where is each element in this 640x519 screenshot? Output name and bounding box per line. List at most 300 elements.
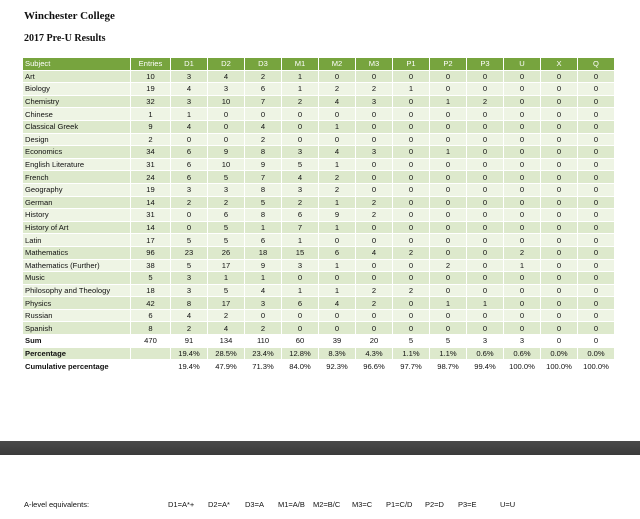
table-cell: 4 <box>208 70 245 83</box>
table-cell: 3 <box>171 284 208 297</box>
table-cell: 3 <box>208 83 245 96</box>
table-cell: 91 <box>171 335 208 348</box>
table-cell: 0 <box>467 284 504 297</box>
table-cell: 0 <box>467 322 504 335</box>
table-cell: 8 <box>171 297 208 310</box>
table-cell: 0 <box>578 309 615 322</box>
legend-item: D2=A* <box>208 500 230 509</box>
table-cell: 0 <box>393 259 430 272</box>
table-cell: 0 <box>467 146 504 159</box>
table-cell: 3 <box>208 183 245 196</box>
table-cell: 5 <box>208 171 245 184</box>
table-cell: 15 <box>282 246 319 259</box>
table-cell: 0.0% <box>541 347 578 360</box>
table-cell: 0 <box>430 158 467 171</box>
table-cell: 0 <box>578 335 615 348</box>
table-cell: 0 <box>504 171 541 184</box>
table-cell: 110 <box>245 335 282 348</box>
table-cell: 0 <box>578 297 615 310</box>
table-cell: 2 <box>319 83 356 96</box>
table-cell: 1 <box>319 120 356 133</box>
table-cell: 71.3% <box>245 360 282 373</box>
table-row <box>23 246 615 259</box>
table-cell: 134 <box>208 335 245 348</box>
table-cell: 0 <box>541 259 578 272</box>
table-cell: 0 <box>578 196 615 209</box>
table-row <box>23 108 615 121</box>
table-cell: 0.0% <box>578 347 615 360</box>
table-cell: 9 <box>319 209 356 222</box>
table-cell: 3 <box>467 335 504 348</box>
table-cell: 0.6% <box>504 347 541 360</box>
table-cell: 2 <box>131 133 171 146</box>
table-cell: 31 <box>131 209 171 222</box>
table-cell: 3 <box>171 70 208 83</box>
table-cell: 9 <box>131 120 171 133</box>
table-cell: 0 <box>319 309 356 322</box>
table-cell: 0 <box>541 272 578 285</box>
table-cell: 17 <box>131 234 171 247</box>
table-cell: 5 <box>282 158 319 171</box>
table-row <box>23 284 615 297</box>
table-row <box>23 146 615 159</box>
table-cell: 0 <box>467 246 504 259</box>
table-cell: 9 <box>208 146 245 159</box>
table-cell: 0 <box>541 196 578 209</box>
table-cell: 1.1% <box>430 347 467 360</box>
table-cell: 1 <box>319 196 356 209</box>
row-label: Music <box>23 272 131 285</box>
table-cell: 1 <box>430 146 467 159</box>
table-cell: 0 <box>356 108 393 121</box>
table-cell: 0 <box>430 221 467 234</box>
table-cell: 0 <box>467 183 504 196</box>
table-cell: 19.4% <box>171 347 208 360</box>
table-cell: 0 <box>504 272 541 285</box>
table-cell: 5 <box>208 221 245 234</box>
table-cell: 0 <box>356 259 393 272</box>
table-cell: 1 <box>171 108 208 121</box>
table-cell: 0 <box>319 70 356 83</box>
table-cell: 2 <box>282 95 319 108</box>
table-cell: 0 <box>504 309 541 322</box>
table-cell: 2 <box>504 246 541 259</box>
table-cell: 0 <box>393 158 430 171</box>
legend-item: M1=A/B <box>278 500 305 509</box>
table-cell: 0 <box>504 322 541 335</box>
table-cell: 470 <box>131 335 171 348</box>
table-cell: 0 <box>504 70 541 83</box>
table-cell: 5 <box>208 234 245 247</box>
table-cell: 0 <box>282 120 319 133</box>
table-cell: 0 <box>282 272 319 285</box>
table-cell: 0 <box>393 95 430 108</box>
table-cell: 4 <box>171 309 208 322</box>
table-cell: 0 <box>578 95 615 108</box>
table-cell: 2 <box>393 284 430 297</box>
table-cell: 0 <box>208 133 245 146</box>
table-cell: 0 <box>504 120 541 133</box>
table-cell: 19.4% <box>171 360 208 373</box>
legend-item: D3=A <box>245 500 264 509</box>
table-cell: 4 <box>208 322 245 335</box>
legend-item: M3=C <box>352 500 373 509</box>
table-cell: 0 <box>467 83 504 96</box>
table-cell: 0 <box>393 146 430 159</box>
table-cell: 0 <box>319 108 356 121</box>
page-divider <box>0 441 640 455</box>
table-cell: 0 <box>356 221 393 234</box>
table-cell: 2 <box>430 259 467 272</box>
column-header: X <box>541 58 578 71</box>
table-cell: 0 <box>467 108 504 121</box>
table-cell: 1 <box>319 284 356 297</box>
table-cell: 6 <box>171 158 208 171</box>
table-cell: 0 <box>541 70 578 83</box>
table-row <box>23 120 615 133</box>
table-cell: 3 <box>356 95 393 108</box>
table-cell: 0 <box>356 322 393 335</box>
table-cell: 0 <box>541 95 578 108</box>
table-cell: 0 <box>467 196 504 209</box>
table-cell: 0 <box>541 246 578 259</box>
table-cell: 0 <box>393 309 430 322</box>
table-row <box>23 259 615 272</box>
table-cell: 0 <box>504 108 541 121</box>
table-cell: 96.6% <box>356 360 393 373</box>
table-cell: 100.0% <box>541 360 578 373</box>
table-cell: 0 <box>430 322 467 335</box>
table-cell: 0 <box>541 335 578 348</box>
table-cell: 0 <box>245 309 282 322</box>
table-row <box>23 158 615 171</box>
row-label: Classical Greek <box>23 120 131 133</box>
table-cell: 0 <box>430 133 467 146</box>
table-cell: 4 <box>319 297 356 310</box>
row-label: French <box>23 171 131 184</box>
table-cell: 2 <box>393 246 430 259</box>
table-cell: 1 <box>393 83 430 96</box>
table-cell: 23 <box>171 246 208 259</box>
table-cell: 1 <box>245 221 282 234</box>
table-cell: 0 <box>208 120 245 133</box>
table-row <box>23 183 615 196</box>
table-cell: 0 <box>578 284 615 297</box>
table-cell: 17 <box>208 297 245 310</box>
table-cell: 14 <box>131 221 171 234</box>
table-cell: 0 <box>578 108 615 121</box>
table-cell: 0 <box>504 95 541 108</box>
table-cell: 97.7% <box>393 360 430 373</box>
column-header: U <box>504 58 541 71</box>
table-cell: 24 <box>131 171 171 184</box>
table-cell: 0 <box>245 108 282 121</box>
table-cell: 6 <box>245 83 282 96</box>
table-cell: 4 <box>356 246 393 259</box>
table-cell: 3 <box>171 183 208 196</box>
table-cell: 4 <box>245 120 282 133</box>
table-cell: 0 <box>430 234 467 247</box>
table-cell: 0 <box>393 322 430 335</box>
column-header: Entries <box>131 58 171 71</box>
table-row <box>23 133 615 146</box>
table-cell: 6 <box>282 209 319 222</box>
table-cell: 0 <box>430 309 467 322</box>
table-cell: 0 <box>578 120 615 133</box>
table-cell: 32 <box>131 95 171 108</box>
table-cell: 5 <box>430 335 467 348</box>
table-cell: 100.0% <box>504 360 541 373</box>
table-cell: 0 <box>393 171 430 184</box>
table-cell: 4 <box>171 83 208 96</box>
legend-item: D1=A*+ <box>168 500 195 509</box>
table-cell: 2 <box>356 209 393 222</box>
legend-section <box>0 455 640 519</box>
row-label: Sum <box>23 335 131 348</box>
table-cell: 0 <box>356 234 393 247</box>
table-row <box>23 322 615 335</box>
table-cell: 100.0% <box>578 360 615 373</box>
table-row <box>23 309 615 322</box>
table-cell: 2 <box>319 183 356 196</box>
table-cell: 0 <box>578 158 615 171</box>
table-cell: 3 <box>356 146 393 159</box>
column-header: P3 <box>467 58 504 71</box>
table-cell: 0 <box>578 171 615 184</box>
table-cell: 0 <box>504 221 541 234</box>
table-cell: 18 <box>131 284 171 297</box>
table-cell: 0 <box>541 120 578 133</box>
column-header: Subject <box>23 58 131 71</box>
table-cell: 1 <box>282 70 319 83</box>
row-label: History of Art <box>23 221 131 234</box>
table-cell: 8.3% <box>319 347 356 360</box>
table-cell: 3 <box>245 297 282 310</box>
table-cell: 2 <box>282 196 319 209</box>
table-cell: 2 <box>208 196 245 209</box>
table-cell: 0 <box>541 108 578 121</box>
table-cell: 60 <box>282 335 319 348</box>
table-cell: 0 <box>541 146 578 159</box>
table-cell: 0 <box>467 70 504 83</box>
table-cell: 0 <box>541 183 578 196</box>
table-cell: 0 <box>578 70 615 83</box>
table-cell: 0 <box>467 158 504 171</box>
table-cell: 0 <box>541 297 578 310</box>
table-cell: 0 <box>504 234 541 247</box>
table-cell: 19 <box>131 83 171 96</box>
column-header: D3 <box>245 58 282 71</box>
table-cell: 0 <box>504 196 541 209</box>
table-cell: 2 <box>467 95 504 108</box>
table-cell: 10 <box>208 95 245 108</box>
table-cell: 6 <box>131 309 171 322</box>
cumulative-row <box>23 360 615 373</box>
table-cell: 5 <box>208 284 245 297</box>
legend-item: M2=B/C <box>313 500 341 509</box>
table-cell: 0 <box>393 221 430 234</box>
table-cell: 3 <box>504 335 541 348</box>
table-cell: 4 <box>319 146 356 159</box>
table-cell: 98.7% <box>430 360 467 373</box>
table-cell: 2 <box>356 297 393 310</box>
row-label: Mathematics (Further) <box>23 259 131 272</box>
table-cell: 1 <box>282 234 319 247</box>
table-cell: 2 <box>171 322 208 335</box>
table-cell: 3 <box>282 259 319 272</box>
table-cell: 0 <box>504 183 541 196</box>
table-cell: 2 <box>356 284 393 297</box>
row-label: English Literature <box>23 158 131 171</box>
table-cell: 0 <box>578 221 615 234</box>
table-cell: 0 <box>541 234 578 247</box>
percentage-row <box>23 347 615 360</box>
table-cell: 20 <box>356 335 393 348</box>
table-cell: 1 <box>245 272 282 285</box>
column-header: D2 <box>208 58 245 71</box>
column-header: P2 <box>430 58 467 71</box>
column-header: P1 <box>393 58 430 71</box>
table-cell: 9 <box>245 259 282 272</box>
table-cell: 34 <box>131 146 171 159</box>
table-cell: 5 <box>171 259 208 272</box>
table-cell: 2 <box>245 133 282 146</box>
table-cell: 0 <box>504 209 541 222</box>
table-cell: 2 <box>245 322 282 335</box>
table-cell: 0 <box>430 284 467 297</box>
row-label: Chinese <box>23 108 131 121</box>
table-cell: 26 <box>208 246 245 259</box>
table-cell: 0 <box>430 196 467 209</box>
row-label: Physics <box>23 297 131 310</box>
table-cell: 5 <box>131 272 171 285</box>
column-header: D1 <box>171 58 208 71</box>
table-cell: 0 <box>578 259 615 272</box>
table-cell: 0 <box>356 133 393 146</box>
table-cell: 1 <box>282 284 319 297</box>
table-cell: 5 <box>393 335 430 348</box>
table-cell: 10 <box>131 70 171 83</box>
table-cell: 0 <box>578 133 615 146</box>
table-cell: 0 <box>430 209 467 222</box>
table-cell: 0 <box>541 83 578 96</box>
table-cell: 0 <box>393 120 430 133</box>
table-cell: 1 <box>430 95 467 108</box>
table-cell: 1 <box>430 297 467 310</box>
table-cell: 0 <box>467 259 504 272</box>
table-cell: 8 <box>245 209 282 222</box>
legend-item: P1=C/D <box>386 500 413 509</box>
table-cell: 0 <box>467 120 504 133</box>
table-cell <box>131 347 171 360</box>
table-cell: 0 <box>541 322 578 335</box>
table-cell: 0 <box>430 83 467 96</box>
table-cell: 0 <box>393 234 430 247</box>
table-row <box>23 95 615 108</box>
table-row <box>23 171 615 184</box>
table-cell: 0 <box>356 158 393 171</box>
table-cell: 17 <box>208 259 245 272</box>
table-cell: 0 <box>467 133 504 146</box>
table-cell: 92.3% <box>319 360 356 373</box>
table-cell: 28.5% <box>208 347 245 360</box>
page-title: 2017 Pre-U Results <box>24 33 106 44</box>
table-cell: 0 <box>541 209 578 222</box>
table-cell: 3 <box>282 183 319 196</box>
table-cell: 0 <box>171 209 208 222</box>
row-label: Philosophy and Theology <box>23 284 131 297</box>
table-cell: 8 <box>245 146 282 159</box>
table-cell: 0 <box>282 108 319 121</box>
table-cell: 1 <box>208 272 245 285</box>
table-row <box>23 70 615 83</box>
table-cell: 0 <box>467 221 504 234</box>
table-cell: 0 <box>504 297 541 310</box>
table-cell: 0 <box>541 221 578 234</box>
table-cell: 0 <box>356 309 393 322</box>
table-cell: 7 <box>245 171 282 184</box>
table-cell: 2 <box>245 70 282 83</box>
table-cell: 0 <box>467 209 504 222</box>
table-cell: 0 <box>541 309 578 322</box>
table-cell: 1 <box>131 108 171 121</box>
table-cell: 96 <box>131 246 171 259</box>
column-header: Q <box>578 58 615 71</box>
table-cell: 0 <box>578 183 615 196</box>
table-cell: 0 <box>504 158 541 171</box>
table-cell: 12.8% <box>282 347 319 360</box>
table-cell: 0 <box>578 146 615 159</box>
table-row <box>23 234 615 247</box>
table-cell: 42 <box>131 297 171 310</box>
table-cell: 0 <box>356 171 393 184</box>
column-header: M2 <box>319 58 356 71</box>
table-cell: 8 <box>131 322 171 335</box>
table-cell: 0 <box>541 158 578 171</box>
table-cell: 1 <box>319 158 356 171</box>
table-cell: 99.4% <box>467 360 504 373</box>
table-cell: 0 <box>467 234 504 247</box>
table-cell: 3 <box>171 272 208 285</box>
table-cell: 3 <box>282 146 319 159</box>
table-cell: 0 <box>467 309 504 322</box>
table-cell: 0 <box>393 108 430 121</box>
table-cell: 6 <box>171 171 208 184</box>
table-cell: 0 <box>578 322 615 335</box>
table-cell: 6 <box>282 297 319 310</box>
table-cell: 0 <box>430 70 467 83</box>
column-header: M3 <box>356 58 393 71</box>
row-label: Design <box>23 133 131 146</box>
table-cell: 39 <box>319 335 356 348</box>
row-label: Biology <box>23 83 131 96</box>
table-cell: 4 <box>319 95 356 108</box>
table-cell: 0 <box>541 171 578 184</box>
row-label: Economics <box>23 146 131 159</box>
row-label: Latin <box>23 234 131 247</box>
table-cell: 0 <box>393 209 430 222</box>
table-cell: 0 <box>282 309 319 322</box>
table-cell: 0 <box>430 120 467 133</box>
table-cell: 4 <box>171 120 208 133</box>
table-cell: 0 <box>430 183 467 196</box>
table-cell: 0 <box>504 146 541 159</box>
table-cell: 0.6% <box>467 347 504 360</box>
row-label: Chemistry <box>23 95 131 108</box>
table-cell: 2 <box>319 171 356 184</box>
table-cell: 0 <box>171 221 208 234</box>
table-cell: 0 <box>467 171 504 184</box>
